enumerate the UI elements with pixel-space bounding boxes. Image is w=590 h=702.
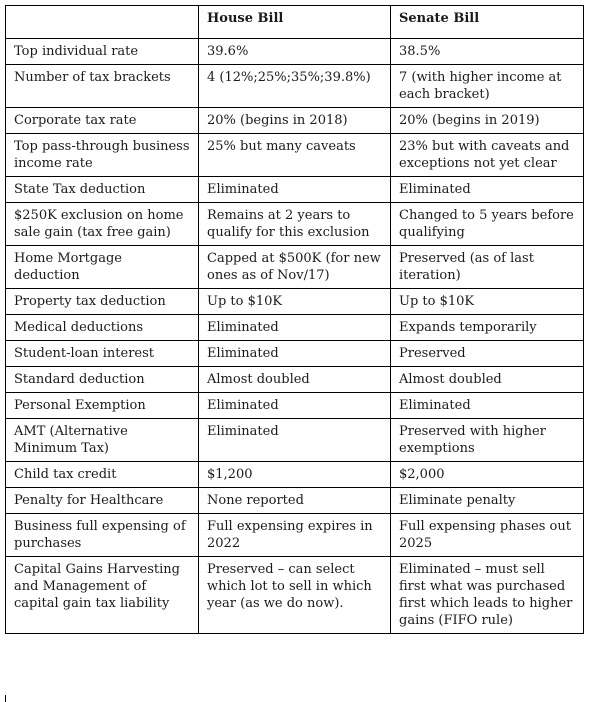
senate-bill-cell: 38.5% [391,39,584,65]
table-row [6,39,584,65]
provision-cell: State Tax deduction [6,177,199,203]
house-bill-cell: Remains at 2 years to qualify for this exclusion [199,203,391,246]
table-row [6,462,584,488]
house-bill-cell: 4 (12%;25%;35%;39.8%) [199,65,391,108]
senate-bill-cell: Full expensing phases out 2025 [391,514,584,557]
house-bill-cell: Capped at $500K (for new ones as of Nov/17) [199,246,391,289]
table-row [6,393,584,419]
house-bill-cell: Eliminated [199,393,391,419]
provision-cell: Home Mortgage deduction [6,246,199,289]
house-bill-cell: 39.6% [199,39,391,65]
senate-bill-cell: 20% (begins in 2019) [391,108,584,134]
provision-cell: Number of tax brackets [6,65,199,108]
table-body [6,39,584,634]
senate-bill-cell: $2,000 [391,462,584,488]
provision-cell: Student-loan interest [6,341,199,367]
house-bill-cell: 20% (begins in 2018) [199,108,391,134]
provision-cell: Child tax credit [6,462,199,488]
table-row [6,367,584,393]
text-cursor [5,695,6,702]
header-senate-bill: Senate Bill [391,6,584,39]
provision-cell: Top pass-through business income rate [6,134,199,177]
provision-cell: Personal Exemption [6,393,199,419]
provision-cell: Corporate tax rate [6,108,199,134]
tax-bill-comparison-table [5,5,584,634]
table-row [6,514,584,557]
senate-bill-cell: 23% but with caveats and exceptions not yet clear [391,134,584,177]
table-header [6,6,584,39]
house-bill-cell: Full expensing expires in 2022 [199,514,391,557]
house-bill-cell: Preserved – can select which lot to sell in which year (as we do now). [199,557,391,634]
table-row [6,246,584,289]
provision-cell: Penalty for Healthcare [6,488,199,514]
senate-bill-cell: Eliminated [391,177,584,203]
provision-cell: AMT (Alternative Minimum Tax) [6,419,199,462]
table-row [6,108,584,134]
senate-bill-cell: Up to $10K [391,289,584,315]
senate-bill-cell: Eliminated [391,393,584,419]
provision-cell: Property tax deduction [6,289,199,315]
provision-cell: Capital Gains Harvesting and Management of capital gain tax liability [6,557,199,634]
senate-bill-cell: Almost doubled [391,367,584,393]
house-bill-cell: Eliminated [199,177,391,203]
senate-bill-cell: Eliminate penalty [391,488,584,514]
provision-cell: Business full expensing of purchases [6,514,199,557]
senate-bill-cell: 7 (with higher income at each bracket) [391,65,584,108]
provision-cell: Top individual rate [6,39,199,65]
house-bill-cell: Eliminated [199,315,391,341]
senate-bill-cell: Preserved [391,341,584,367]
provision-cell: $250K exclusion on home sale gain (tax free gain) [6,203,199,246]
table-row [6,488,584,514]
house-bill-cell: Eliminated [199,419,391,462]
table-row [6,203,584,246]
table-row [6,315,584,341]
header-house-bill: House Bill [199,6,391,39]
senate-bill-cell: Eliminated – must sell first what was purchased first which leads to higher gains (FIFO rule) [391,557,584,634]
house-bill-cell: $1,200 [199,462,391,488]
provision-cell: Medical deductions [6,315,199,341]
table-row [6,134,584,177]
table-row [6,65,584,108]
header-row [6,6,584,39]
table-row [6,419,584,462]
house-bill-cell: 25% but many caveats [199,134,391,177]
header-provision [6,6,199,39]
house-bill-cell: None reported [199,488,391,514]
table-row [6,557,584,634]
house-bill-cell: Eliminated [199,341,391,367]
table-row [6,289,584,315]
table-row [6,341,584,367]
senate-bill-cell: Expands temporarily [391,315,584,341]
provision-cell: Standard deduction [6,367,199,393]
house-bill-cell: Almost doubled [199,367,391,393]
house-bill-cell: Up to $10K [199,289,391,315]
senate-bill-cell: Preserved with higher exemptions [391,419,584,462]
table-row [6,177,584,203]
senate-bill-cell: Changed to 5 years before qualifying [391,203,584,246]
senate-bill-cell: Preserved (as of last iteration) [391,246,584,289]
